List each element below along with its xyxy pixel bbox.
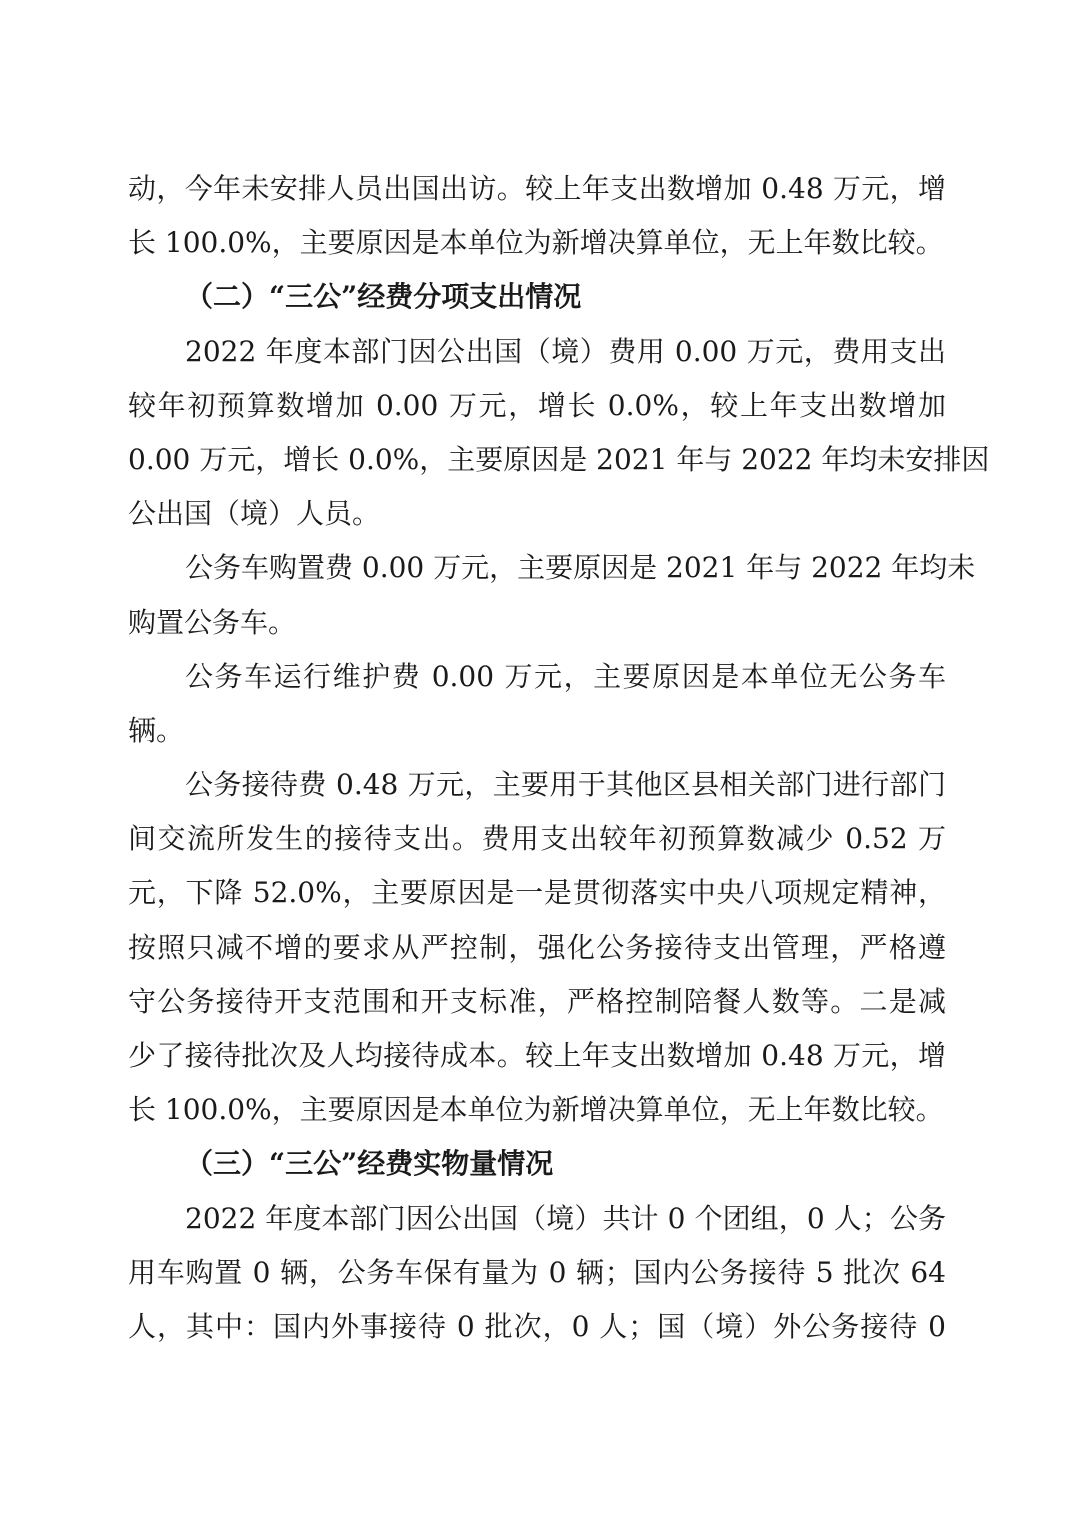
document-page bbox=[128, 166, 990, 1358]
paragraph-line: 按照只减不增的要求从严控制，强化公务接待支出管理，严格遵 bbox=[128, 930, 946, 964]
paragraph-line: 间交流所发生的接待支出。费用支出较年初预算数减少 0.52 万 bbox=[128, 822, 946, 856]
paragraph-line: 购置公务车。 bbox=[128, 605, 297, 639]
section-heading: （二）“三公”经费分项支出情况 bbox=[185, 280, 582, 314]
paragraph-line: 人，其中：国内外事接待 0 批次，0 人；国（境）外公务接待 0 bbox=[128, 1309, 946, 1343]
paragraph-line: 元，下降 52.0%，主要原因是一是贯彻落实中央八项规定精神， bbox=[128, 876, 946, 910]
section-heading: （三）“三公”经费实物量情况 bbox=[185, 1147, 554, 1181]
paragraph-line: 2022 年度本部门因公出国（境）共计 0 个团组，0 人；公务 bbox=[185, 1201, 946, 1235]
paragraph-line: 动，今年未安排人员出国出访。较上年支出数增加 0.48 万元，增 bbox=[128, 172, 946, 205]
paragraph-line: 公务接待费 0.48 万元，主要用于其他区县相关部门进行部门 bbox=[185, 768, 946, 802]
paragraph-line: 少了接待批次及人均接待成本。较上年支出数增加 0.48 万元，增 bbox=[128, 1039, 946, 1072]
paragraph-line: 公出国（境）人员。 bbox=[128, 497, 381, 531]
paragraph-line: 用车购置 0 辆，公务车保有量为 0 辆；国内公务接待 5 批次 64 bbox=[128, 1255, 946, 1289]
paragraph-line: 长 100.0%，主要原因是本单位为新增决算单位，无上年数比较。 bbox=[128, 1093, 944, 1127]
paragraph-line: 2022 年度本部门因公出国（境）费用 0.00 万元，费用支出 bbox=[185, 334, 946, 368]
paragraph-line: 长 100.0%，主要原因是本单位为新增决算单位，无上年数比较。 bbox=[128, 226, 944, 260]
paragraph-line: 辆。 bbox=[128, 713, 185, 747]
paragraph-line: 公务车购置费 0.00 万元，主要原因是 2021 年与 2022 年均未 bbox=[185, 551, 976, 585]
paragraph-line: 公务车运行维护费 0.00 万元，主要原因是本单位无公务车 bbox=[185, 659, 946, 693]
paragraph-line: 较年初预算数增加 0.00 万元，增长 0.0%，较上年支出数增加 bbox=[128, 388, 946, 422]
paragraph-line: 守公务接待开支范围和开支标准，严格控制陪餐人数等。二是减 bbox=[128, 984, 946, 1018]
paragraph-line: 0.00 万元，增长 0.0%，主要原因是 2021 年与 2022 年均未安排因 bbox=[128, 442, 990, 476]
